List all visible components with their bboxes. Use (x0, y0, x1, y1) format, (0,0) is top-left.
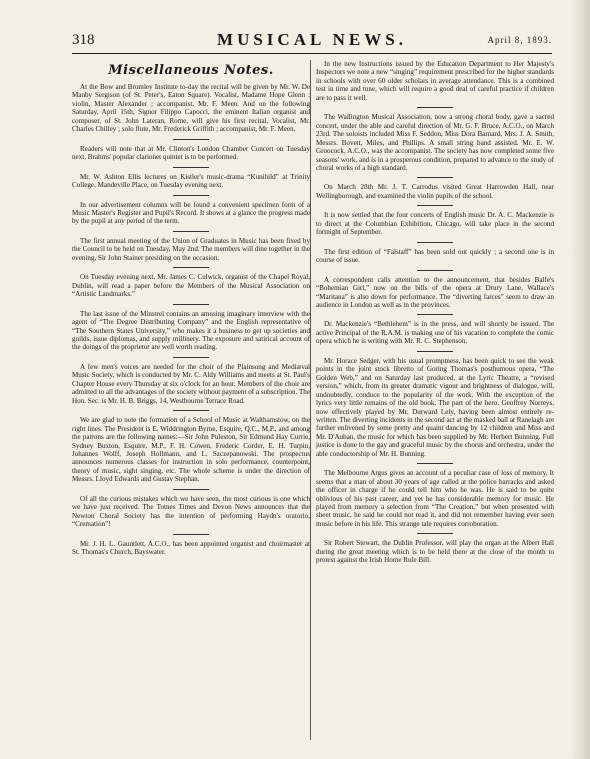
article-paragraph: The Melbourne Argus gives an account of a peculiar case of loss of memory. It seems that a man of about 30 years of age called at the police barracks and asked the officer in charge if he could tell him who he was. He is said to be quite oblivious of his past career, and yet he has considerable memory for music. He played from memory a selection from “The Creation,” but when presented with sheet music, he said he could not read it, and did not remember having ever seen music before in his life. This strange tale requires corroboration. (316, 469, 554, 528)
article-paragraph: The first edition of “Falstaff” has been sold out quickly ; a second one is in course of issue. (316, 247, 554, 265)
article-paragraph: Mr. J. H. L. Gauntlett, A.C.O., has been appointed organist and choirmaster at St. Thomas's Church, Bayswater. (72, 539, 310, 557)
article-paragraph: The first annual meeting of the Union of Graduates in Music has been fixed by the Council to be held on Tuesday, May 2nd. The members will dine together in the evening, Sir John Stainer presiding on the occasion. (72, 236, 310, 262)
separator (173, 489, 209, 490)
separator (173, 139, 209, 140)
separator (173, 304, 209, 305)
page-header (72, 30, 552, 52)
separator (417, 351, 453, 352)
page-spine-shadow (570, 0, 590, 759)
separator (173, 267, 209, 268)
article-paragraph: In the new Instructions issued by the Education Department to Her Majesty's Inspectors we note a new “singing” requirement prescribed for the higher standards in schools with over 60 older scholars in average attendance. This is a combined test in time and tune, which will require a good deal of careful practice if children are to pass it well. (316, 60, 554, 102)
article-paragraph: On March 28th Mr. J. T. Carrodus visited Great Harrowden Hall, near Wellingborough, and examined the violin pupils of the school. (316, 183, 554, 200)
article-paragraph: A few men's voices are needed for the choir of the Plainsong and Mediæval Music Society, which is conducted by Mr. C. Aldy Williams and meets at St. Paul's Chapter House every Thursday at six o'clock for an hour. Members of the choir are admitted to all the advantages of the society without payment of a subscription. The Hon. Sec. is Mr. H. B. Briggs, 14, Westbourne Terrace Road. (72, 362, 310, 405)
separator (417, 533, 453, 534)
article-paragraph: We are glad to note the formation of a School of Music at Walthamstow, on the right lines. The President is E. Widdrington Byrne, Esquire, Q.C., M.P., and among the patrons are the following names:—Sir John Puleston, Sir Edmund Hay Currie, Sydney Buxton, Esquire, M.P., F. H. Cowen, Frederic Corder, E. H. Turpin, Johannes Wolff, Joseph Hollmann, and L. Szczepanowski. The prospectus announces numerous classes for instruction in solo performance, counterpoint, theory of music, sight singing, etc. The whole scheme is under the direction of Messrs. Lloyd Edwards and Gustav Stephan. (72, 416, 310, 484)
separator (173, 534, 209, 535)
separator (417, 177, 453, 178)
separator (173, 231, 209, 232)
separator (173, 410, 209, 411)
right-column (316, 60, 554, 565)
article-paragraph: On Tuesday evening next, Mr. James C. Culwick, organist of the Chapel Royal, Dublin, will read a paper before the Members of the Musical Association on “Artistic Landmarks.” (72, 273, 310, 299)
article-paragraph: At the Bow and Bromley Institute to-day the recital will be given by Mr. W. De Manby Sergison (of St. Peter's, Eaton Square). Vocalist, Madame Hope Glenn ; violin, Master Alexander ; accompanist, Mr. F. Meen. And on the following Saturday, April 15th, Signor Filippo Capocci, the eminent Italian organist and composer, of St. John Lateran, Rome, will give his first recital. Vocalist, Mr. Charles Chilley ; solo flute, Mr. Frederick Griffith ; accompanist, Mr. F. Meen. (72, 83, 310, 134)
separator (417, 205, 453, 206)
article-paragraph: The last issue of the Minstrel contains an amusing imaginary interview with the agent of “The Degree Distributing Company” and the English representative of “The Southern States University,” who makes it a business to get up societies and guilds, issue diplomas, and supply millinery. The exposure and satirical account of the doings of the proprietor are well worth reading. (72, 309, 310, 352)
article-paragraph: Mr. W. Ashton Ellis lectures on Kistler's music-drama “Kunihild” at Trinity College, Mandeville Place, on Tuesday evening next. (72, 172, 310, 190)
article-paragraph: Dr. Mackenzie's “Bethlehem” is in the press, and will shortly be issued. The active Principal of the R.A.M. is making use of his vacation to complete the comic opera which he is writing with Mr. R. C. Stephenson. (316, 320, 554, 346)
section-heading: Miscellaneous Notes. (108, 63, 274, 78)
journal-title: MUSICAL NEWS. (217, 30, 407, 49)
article-paragraph: A correspondent calls attention to the announcement, that besides Balfe's “Bohemian Girl,” now on the bills of the opera at Drury Lane, Wallace's “Maritana” is also down for performance. The “diverting farces” seem to draw an audience in London as well as in the provinces. (316, 275, 554, 309)
article-paragraph: The Wallington Musical Association, now a strong choral body, gave a sacred concert, under the able and careful direction of Mr. G. F. Bruce, A.C.O., on March 23rd. The soloists included Miss F. Seddon, Miss Dora Barnard, Mrs. J. A. Smith, Messrs. Bovett, Miles, and Phillips. A small string band assisted. Mr. E. W. Groocock, A.C.O., was the accompanist. The society has now completed some five seasons' work, and is in a prosperous condition, prepared to advance to the study of choral works of a high standard. (316, 113, 554, 172)
issue-date: April 8, 1893. (487, 35, 552, 45)
article-paragraph: Of all the curious mistakes which we have seen, the most curious is one which we have just received. The Totnes Times and Devon News announces that the Newton Choral Society has the intention of performing Haydn's oratorio, “Cremation”! (72, 494, 310, 529)
separator (417, 270, 453, 271)
separator (173, 357, 209, 358)
article-paragraph: Readers will note that at Mr. Clinton's London Chamber Concert on Tuesday next, Brahms' popular clarionet quintet is to be performed. (72, 144, 310, 162)
article-paragraph: Sir Robert Stewart, the Dublin Professor, will play the organ at the Albert Hall during the great meeting which is to be held there at the close of the month to protest against the Irish Home Rule Bill. (316, 539, 554, 565)
separator (417, 107, 453, 108)
separator (173, 167, 209, 168)
article-paragraph: It is now settled that the four concerts of English music Dr. A. C. Mackenzie is to direct at the Columbian Exhibition, Chicago, will take place in the second fortnight of September. (316, 211, 554, 237)
page-number: 318 (72, 32, 95, 48)
separator (417, 242, 453, 243)
article-paragraph: In our advertisement columns will be found a convenient specimen form of a Music Master's Register and Pupil's Record. It shows at a glance the progress made by the pupil at any period of the term. (72, 200, 310, 226)
column-divider (310, 60, 311, 740)
article-paragraph: Mr. Horace Sedger, with his usual promptness, has been quick to see the weak points in the joint stock libretto of Goring Thomas's posthumous opera, “The Golden Web,” and on Saturday last produced, at the Lyric Theatre, a “revised version,” which, from its greater dramatic vigour and brightness of dialogue, will, undoubtedly, conduce to the popularity of the work. With the exception of the lyrics very little remains of the old book. The part of the hero, Geoffrey Norreys, now effectively played by Mr. Durward Lely, having been almost entirely re-written. The diverting incidents in the second act at the masked ball at Ranelagh are further enlivened by some pretty and quaint dancing by 12 children and Miss and Mr. D'Auban, the music for which has been supplied by Mr. Herbert Bunning. Full justice is done to the gay and graceful music by the chorus and orchestra, under the able conductorship of Mr. H. Bunning. (316, 356, 554, 458)
left-column (72, 60, 310, 556)
separator (417, 314, 453, 315)
separator (417, 463, 453, 464)
header-rule (72, 53, 552, 54)
separator (173, 195, 209, 196)
